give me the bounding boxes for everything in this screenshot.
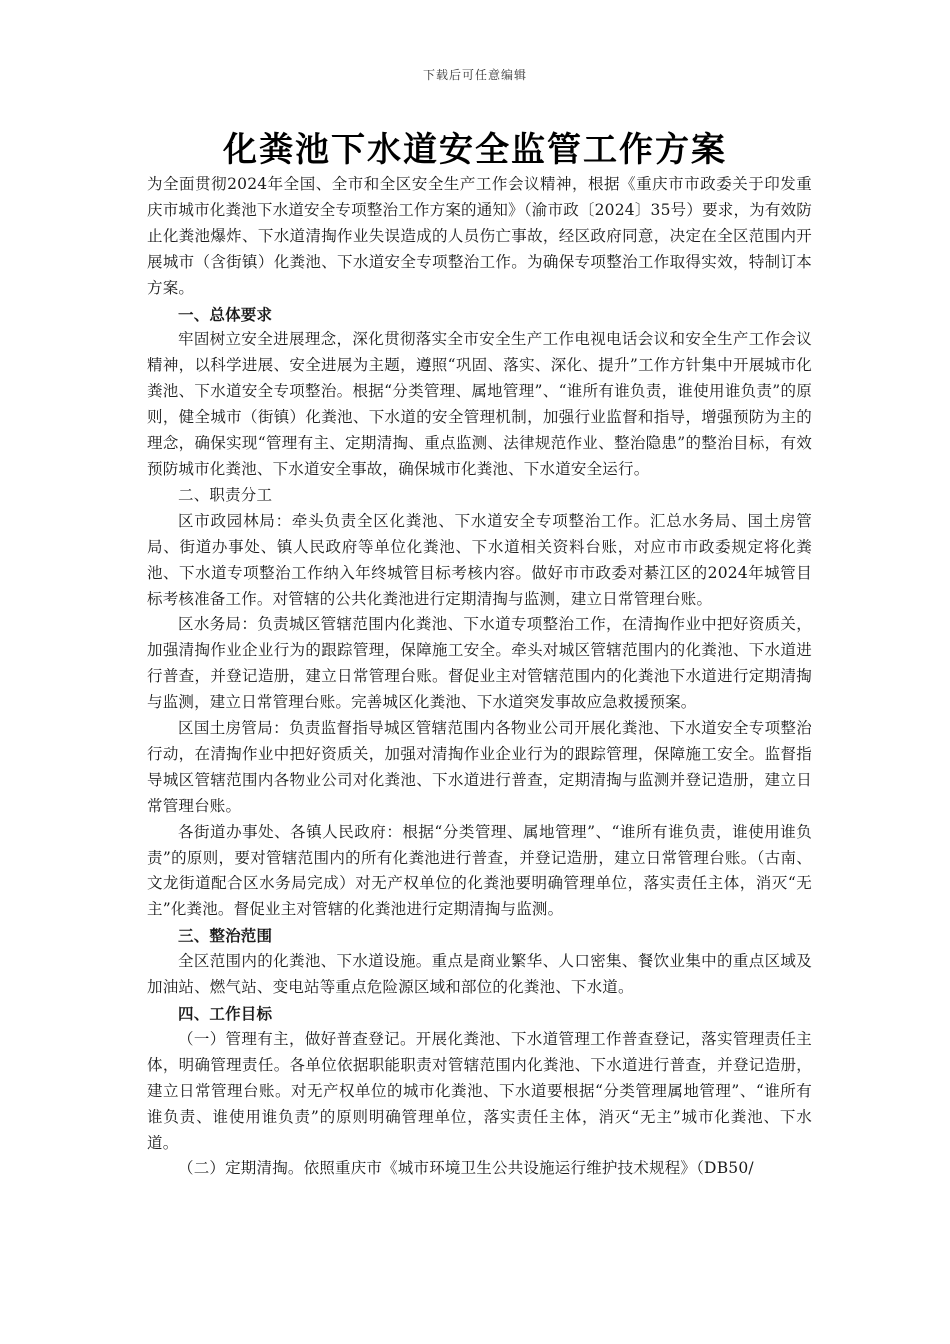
goal-item-1 (147, 1027, 812, 1157)
goal-item-2 (147, 1156, 812, 1182)
responsibility-municipal-bureau: 区市政园林局：牵头负责全区化粪池、下水道安全专项整治工作。汇总水务局、国土房管局、街道办事处、镇人民政府等单位化粪池、下水道相关资料台账，对应市市政委规定将化粪池、下水道专项整治工作纳入年终城管目标考核内容。做好市市政委对綦江区的2024年城管目标考核准备工作。对管辖的公共化粪池进行定期清掏与监测，建立日常管理台账。 (147, 511, 812, 608)
goal-item-2-lead: （二）定期清掏。 (178, 1159, 304, 1178)
goal-item-1-lead: （一）管理有主，做好普查登记。 (178, 1029, 416, 1048)
responsibility-street-offices: 各街道办事处、各镇人民政府：根据“分类管理、属地管理”、“谁所有谁负责，谁使用谁负责”的原则，要对管辖范围内的所有化粪池进行普查，并登记造册，建立日常管理台账。（古南、文龙街道配合区水务局完成）对无产权单位的化粪池要明确管理单位，落实责任主体，消灭“无主”化粪池。督促业主对管辖的化粪池进行定期清掏与监测。 (147, 822, 812, 919)
goal-item-1-body: 开展化粪池、下水道管理工作普查登记，落实管理责任主体，明确管理责任。各单位依据职能职责对管辖范围内化粪池、下水道进行普查，并登记造册，建立日常管理台账。对无产权单位的城市化粪池、下水道要根据“分类管理属地管理”、“谁所有谁负责、谁使用谁负责”的原则明确管理单位，落实责任主体，消灭“无主”城市化粪池、下水道。 (147, 1029, 812, 1152)
responsibility-water-bureau: 区水务局：负责城区管辖范围内化粪池、下水道专项整治工作，在清掏作业中把好资质关，加强清掏作业企业行为的跟踪管理，保障施工安全。牵头对城区管辖范围内的化粪池、下水道进行普查，并登记造册，建立日常管理台账。督促业主对管辖范围内的化粪池下水道进行定期清掏与监测，建立日常管理台账。完善城区化粪池、下水道突发事故应急救援预案。 (147, 615, 812, 712)
document-title: 化粪池下水道安全监管工作方案 (223, 130, 727, 170)
responsibility-land-housing-bureau: 区国土房管局：负责监督指导城区管辖范围内各物业公司开展化粪池、下水道安全专项整治行动，在清掏作业中把好资质关，加强对清掏作业企业行为的跟踪管理，保障施工安全。监督指导城区管辖范围内各物业公司对化粪池、下水道进行普查，定期清掏与监测并登记造册，建立日常管理台账。 (147, 719, 812, 815)
section-body-scope: 全区范围内的化粪池、下水道设施。重点是商业繁华、人口密集、餐饮业集中的重点区域及加油站、燃气站、变电站等重点危险源区域和部位的化粪池、下水道。 (147, 952, 812, 997)
document-body (147, 172, 812, 1182)
header-note: 下载后可任意编辑 (422, 68, 527, 82)
section-heading-responsibilities: 二、职责分工 (178, 485, 273, 504)
section-heading-general-requirements: 一、总体要求 (178, 304, 273, 324)
section-heading-scope: 三、整治范围 (178, 926, 273, 946)
intro-paragraph: 为全面贯彻2024年全国、全市和全区安全生产工作会议精神，根据《重庆市市政委关于印发重庆市城市化粪池下水道安全专项整治工作方案的通知》（渝市政〔2024〕35号）要求，为有效防止化粪池爆炸、下水道清掏作业失误造成的人员伤亡事故，经区政府同意，决定在全区范围内开展城市（含街镇）化粪池、下水道安全专项整治工作。为确保专项整治工作取得实效，特制订本方案。 (147, 175, 812, 297)
goal-item-2-body: 依照重庆市《城市环境卫生公共设施运行维护技术规程》（DB50/ (303, 1159, 754, 1178)
section-body-general-requirements: 牢固树立安全进展理念，深化贯彻落实全市安全生产工作电视电话会议和安全生产工作会议精神，以科学进展、安全进展为主题，遵照“巩固、落实、深化、提升”工作方针集中开展城市化粪池、下水道安全专项整治。根据“分类管理、属地管理”、“谁所有谁负责，谁使用谁负责”的原则，健全城市（街镇）化粪池、下水道的安全管理机制，加强行业监督和指导，增强预防为主的理念，确保实现“管理有主、定期清掏、重点监测、法律规范作业、整治隐患”的整治目标，有效预防城市化粪池、下水道安全事故，确保城市化粪池、下水道安全运行。 (147, 330, 812, 478)
section-heading-goals: 四、工作目标 (178, 1004, 273, 1023)
